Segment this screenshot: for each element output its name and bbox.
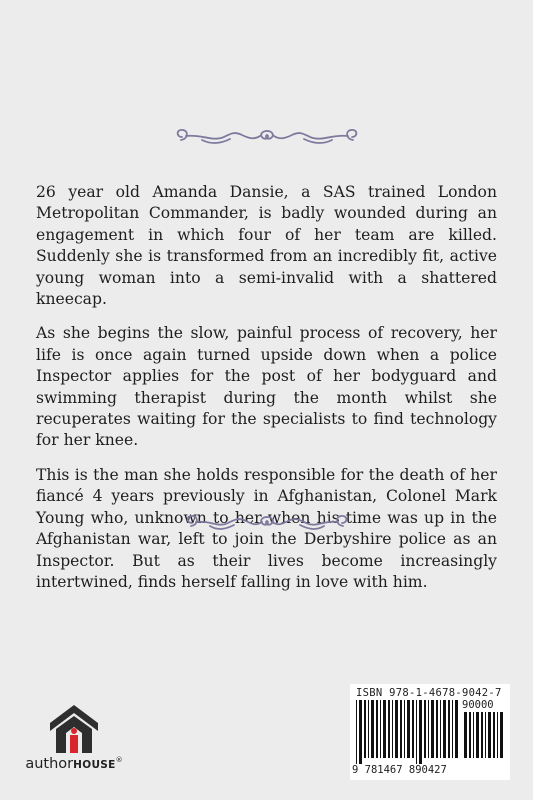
barcode-bar (448, 700, 450, 758)
top-ornament (0, 124, 533, 148)
barcode-bar (493, 712, 495, 758)
barcode-bar (481, 712, 483, 758)
barcode-bar (431, 700, 434, 758)
barcode-bars (356, 700, 460, 764)
isbn-label: ISBN 978-1-4678-9042-7 (356, 687, 502, 699)
barcode-bar (497, 712, 498, 758)
barcode-bar (368, 700, 369, 758)
barcode-bar (476, 712, 479, 758)
barcode-bar (424, 700, 426, 758)
barcode-bar (452, 700, 453, 758)
barcode-bar (488, 712, 491, 758)
barcode-bar (469, 712, 471, 758)
barcode-bar (500, 712, 503, 758)
barcode-bar (412, 700, 414, 758)
blurb-paragraph: This is the man she holds responsible for the death of her fiancé 4 years previously in Afghanistan, Colonel Mark Young who, unknown to her when his time was up in the Afghanistan war, left to join the Derbyshire police as an Inspector. But as their lives become increasingly intertwined, finds herself falling in love with him. (36, 465, 497, 591)
barcode-bar (485, 712, 486, 758)
addon-barcode-bars (464, 712, 504, 764)
authorhouse-logo-icon (48, 703, 100, 755)
scroll-ornament-icon (182, 511, 352, 535)
barcode-bar (455, 700, 458, 758)
barcode-digits: 9 781467 890427 (352, 764, 447, 776)
blurb-paragraph: As she begins the slow, painful process of recovery, her life is once again turned upside down when a police Inspector applies for the post of her bodyguard and swimming therapist during the month whilst she recuperates waiting for the specialists to find technology for her knee. (36, 324, 497, 450)
barcode-bar (376, 700, 378, 758)
barcode-bar (416, 700, 417, 764)
barcode-bar (380, 700, 381, 758)
barcode-bar (473, 712, 474, 758)
blurb-paragraph: 26 year old Amanda Dansie, a SAS trained London Metropolitan Commander, is badly wounded during an engagement in which four of her team are killed. Suddenly she is transformed from an incredibly fit, active young woman into a semi-invalid with a shattered kneecap. (36, 183, 497, 309)
publisher-name-part1: author (25, 756, 74, 772)
registered-mark: ® (115, 756, 123, 765)
barcode-bar (371, 700, 374, 758)
scroll-ornament-icon (172, 124, 362, 148)
price-code: 90000 (462, 699, 494, 711)
isbn-barcode (350, 684, 510, 780)
barcode-bar (436, 700, 438, 758)
barcode-bar (419, 700, 422, 764)
barcode-bar (395, 700, 398, 758)
barcode-bar (440, 700, 441, 758)
publisher-name-part2: HOUSE (73, 759, 116, 771)
publisher-logo (18, 703, 130, 783)
barcode-bar (359, 700, 362, 764)
barcode-bar (364, 700, 366, 758)
barcode-bar (428, 700, 429, 758)
barcode-bar (407, 700, 410, 758)
barcode-bar (356, 700, 357, 764)
barcode-bar (383, 700, 386, 758)
barcode-bar (388, 700, 390, 758)
bottom-ornament (0, 511, 533, 535)
barcode-bar (404, 700, 405, 758)
barcode-bar (400, 700, 402, 758)
barcode-bar (464, 712, 467, 758)
barcode-bar (443, 700, 446, 758)
barcode-bar (392, 700, 393, 758)
publisher-name (18, 756, 130, 772)
